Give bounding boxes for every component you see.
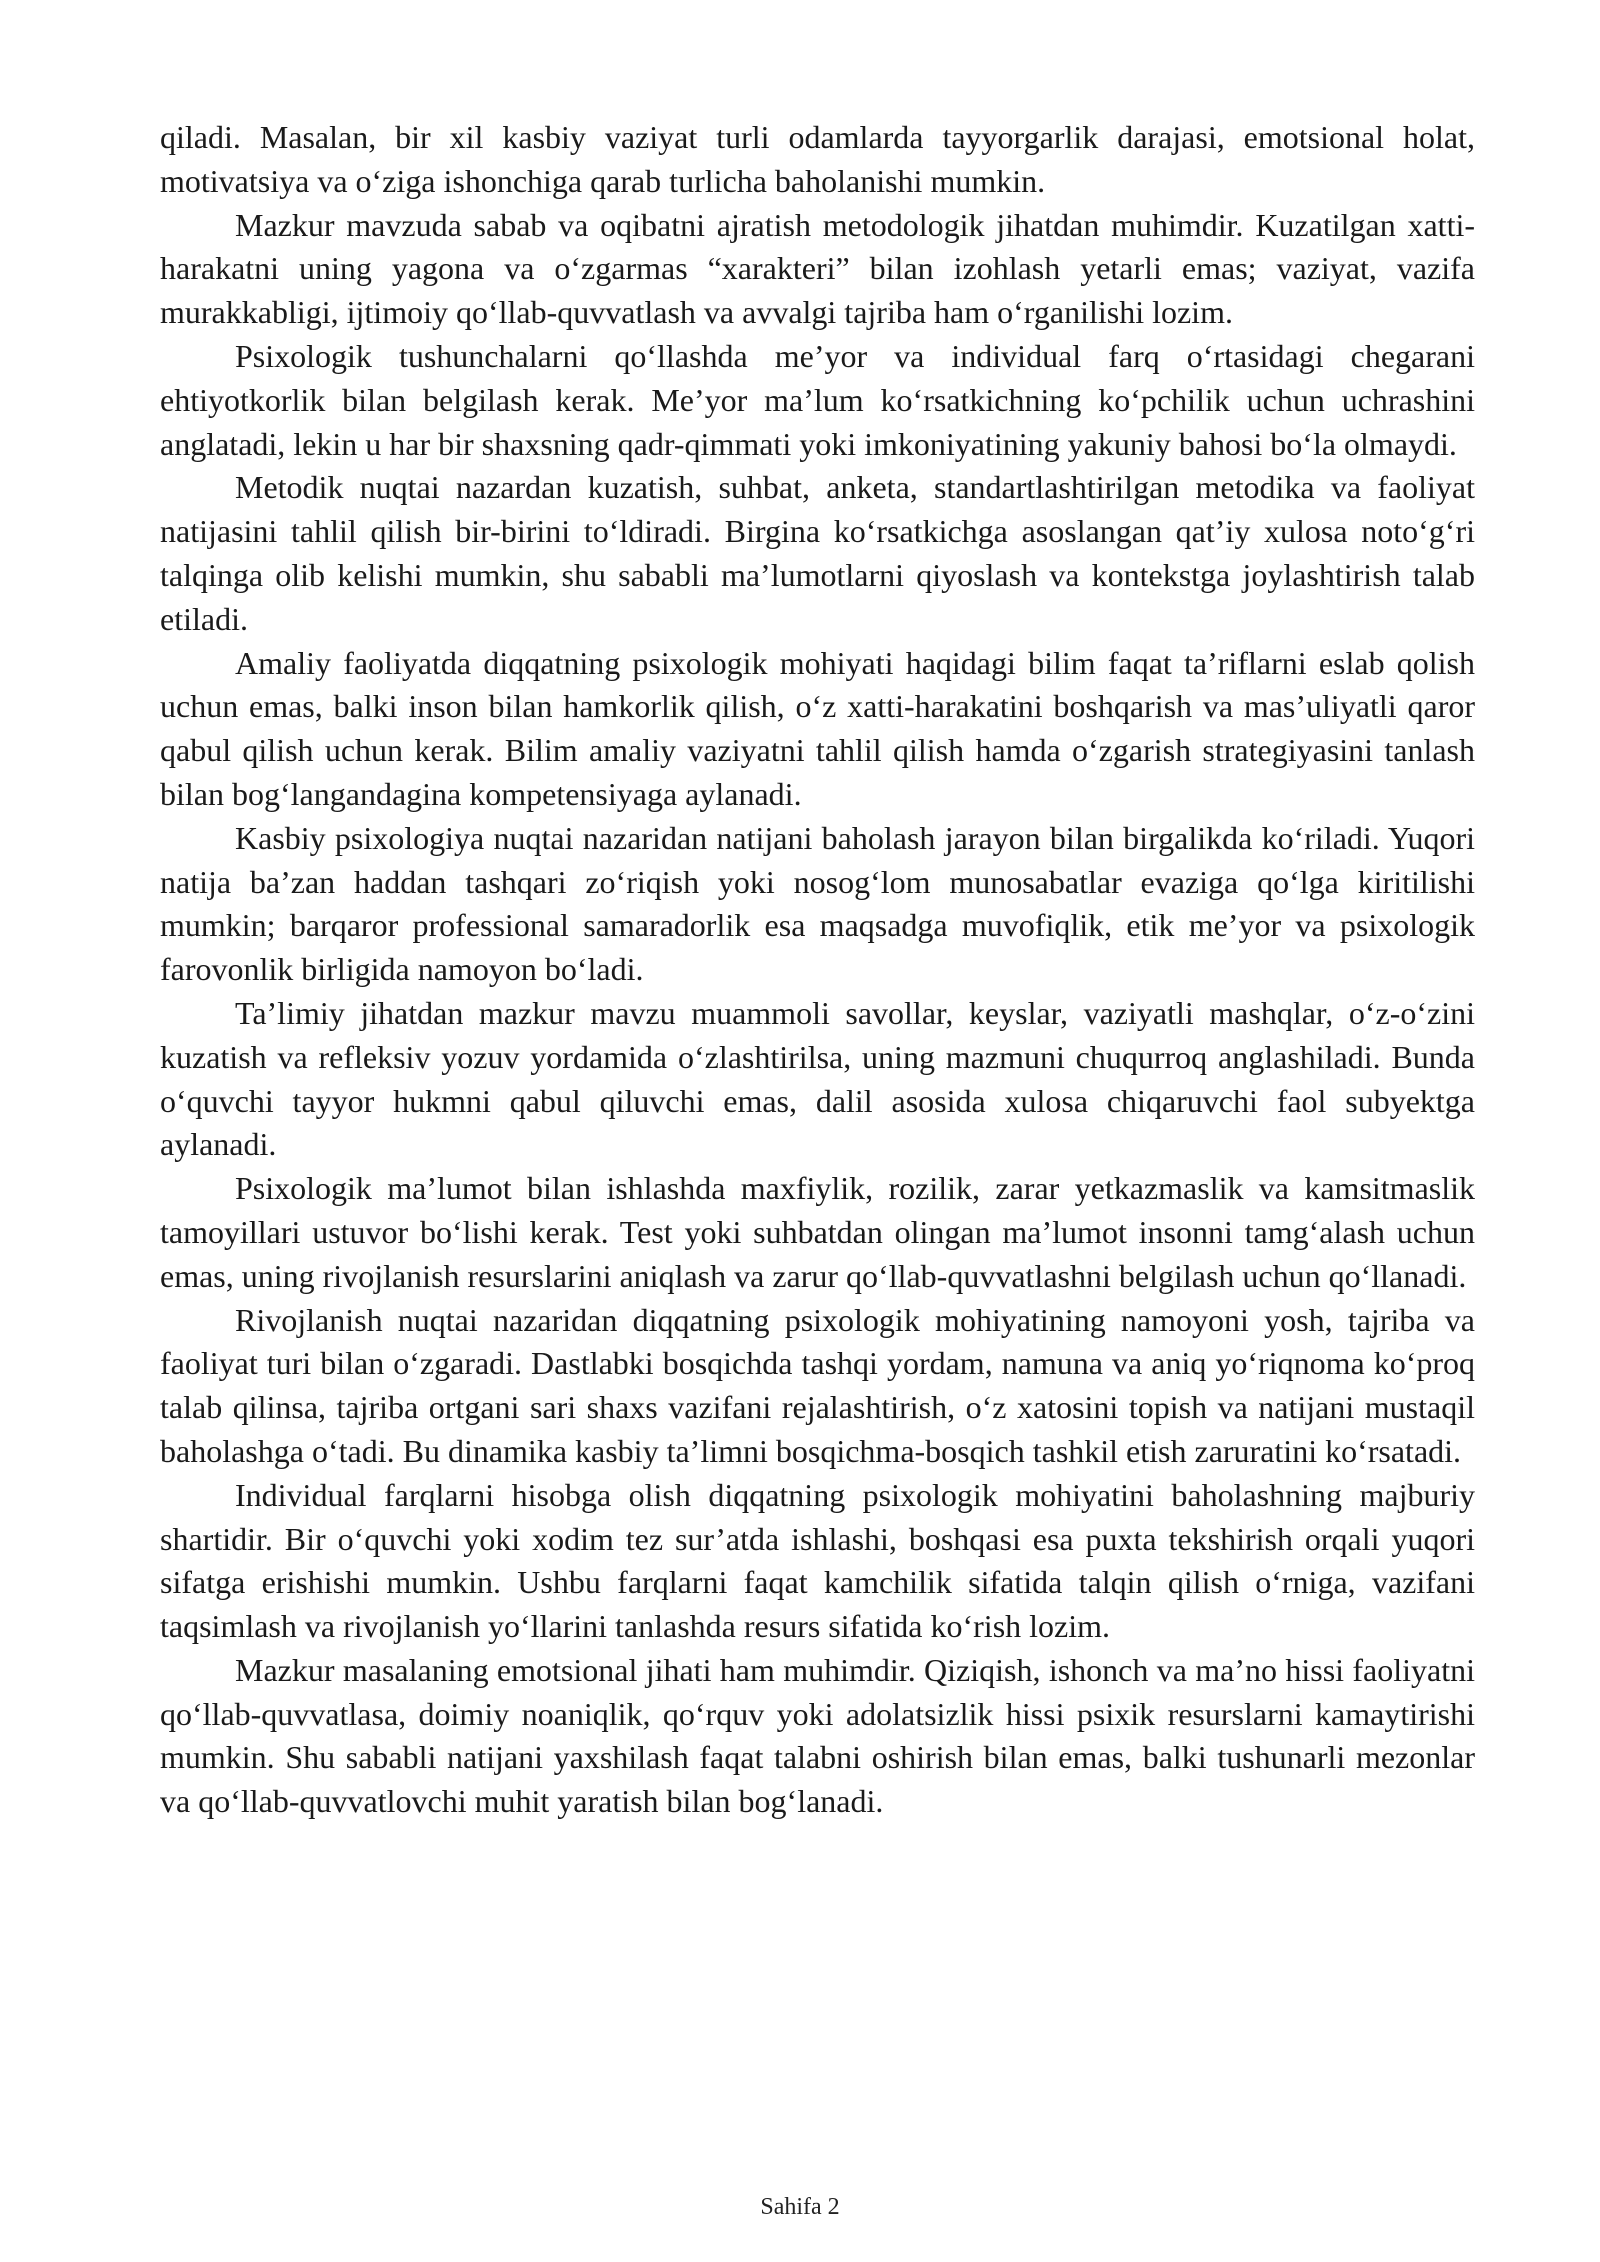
paragraph-individual-differences: Individual farqlarni hisobga olish diqqatning psixologik mohiyatini baholashning majburiy shartidir. Bir o‘quvchi yoki xodim tez sur’atda ishlashi, boshqasi esa puxta tekshirish orqali yuqori sifatga erishishi mumkin. Ushbu farqlarni faqat kamchilik sifatida talqin qilish o‘rniga, vazifani taqsimlash va rivojlanish yo‘llarini tanlashda resurs sifatida ko‘rish lozim. <box>160 1476 1475 1645</box>
paragraph-development: Rivojlanish nuqtai nazaridan diqqatning psixologik mohiyatining namoyoni yosh, tajriba va faoliyat turi bilan o‘zgaradi. Dastlabki bosqichda tashqi yordam, namuna va aniq yo‘riqnoma ko‘proq talab qilinsa, tajriba ortgani sari shaxs vazifani rejalashtirish, o‘z xatosini topish va natijani mustaqil baholashga o‘tadi. Bu dinamika kasbiy ta’limni bosqichma-bosqich tashkil etish zaruratini ko‘rsatadi. <box>160 1301 1475 1469</box>
page-number: Sahifa 2 <box>760 2194 840 2220</box>
paragraph-professional-psychology: Kasbiy psixologiya nuqtai nazaridan natijani baholash jarayon bilan birgalikda ko‘riladi. Yuqori natija ba’zan haddan tashqari zo‘riqish yoki nosog‘lom munosabatlar evaziga qo‘lga kiritilishi mumkin; barqaror professional samaradorlik esa maqsadga muvofiqlik, etik me’yor va psixologik farovonlik birligida namoyon bo‘ladi. <box>160 819 1475 988</box>
paragraph-cause-effect: Mazkur mavzuda sabab va oqibatni ajratish metodologik jihatdan muhimdir. Kuzatilgan xatti-harakatni uning yagona va o‘zgarmas “xarakteri” bilan izohlash yetarli emas; vaziyat, vazifa murakkabligi, ijtimoiy qo‘llab-quvvatlash va avvalgi tajriba ham o‘rganilishi lozim. <box>160 206 1475 331</box>
page-body <box>160 116 1475 1824</box>
paragraph-education: Ta’limiy jihatdan mazkur mavzu muammoli savollar, keyslar, vaziyatli mashqlar, o‘z-o‘zini kuzatish va refleksiv yozuv yordamida o‘zlashtirilsa, uning mazmuni chuqurroq anglashiladi. Bunda o‘quvchi tayyor hukmni qabul qiluvchi emas, dalil asosida xulosa chiqaruvchi faol subyektga aylanadi. <box>160 994 1475 1163</box>
paragraph-continuation: qiladi. Masalan, bir xil kasbiy vaziyat turli odamlarda tayyorgarlik darajasi, emotsional holat, motivatsiya va o‘ziga ishonchiga qarab turlicha baholanishi mumkin. <box>160 119 1475 199</box>
paragraph-norm-individual: Psixologik tushunchalarni qo‘llashda me’yor va individual farq o‘rtasidagi chegarani ehtiyotkorlik bilan belgilash kerak. Me’yor ma’lum ko‘rsatkichning ko‘pchilik uchun uchrashini anglatadi, lekin u har bir shaxsning qadr-qimmati yoki imkoniyatining yakuniy bahosi bo‘la olmaydi. <box>160 337 1475 462</box>
paragraph-methodology: Metodik nuqtai nazardan kuzatish, suhbat, anketa, standartlashtirilgan metodika va faoliyat natijasini tahlil qilish bir-birini to‘ldiradi. Birgina ko‘rsatkichga asoslangan qat’iy xulosa noto‘g‘ri talqinga olib kelishi mumkin, shu sababli ma’lumotlarni qiyoslash va kontekstga joylashtirish talab etiladi. <box>160 469 1475 637</box>
paragraph-practice: Amaliy faoliyatda diqqatning psixologik mohiyati haqidagi bilim faqat ta’riflarni eslab qolish uchun emas, balki inson bilan hamkorlik qilish, o‘z xatti-harakatini boshqarish va mas’uliyatli qaror qabul qilish uchun kerak. Bilim amaliy vaziyatni tahlil qilish hamda o‘zgarish strategiyasini tanlash bilan bog‘langandagina kompetensiyaga aylanadi. <box>160 644 1475 812</box>
paragraph-emotional-aspect: Mazkur masalaning emotsional jihati ham muhimdir. Qiziqish, ishonch va ma’no hissi faoliyatni qo‘llab-quvvatlasa, doimiy noaniqlik, qo‘rquv yoki adolatsizlik hissi psixik resurslarni kamaytirishi mumkin. Shu sababli natijani yaxshilash faqat talabni oshirish bilan emas, balki tushunarli mezonlar va qo‘llab-quvvatlovchi muhit yaratish bilan bog‘lanadi. <box>160 1651 1475 1820</box>
paragraph-ethics: Psixologik ma’lumot bilan ishlashda maxfiylik, rozilik, zarar yetkazmaslik va kamsitmaslik tamoyillari ustuvor bo‘lishi kerak. Test yoki suhbatdan olingan ma’lumot insonni tamg‘alash uchun emas, uning rivojlanish resurslarini aniqlash va zarur qo‘llab-quvvatlashni belgilash uchun qo‘llanadi. <box>160 1170 1475 1294</box>
